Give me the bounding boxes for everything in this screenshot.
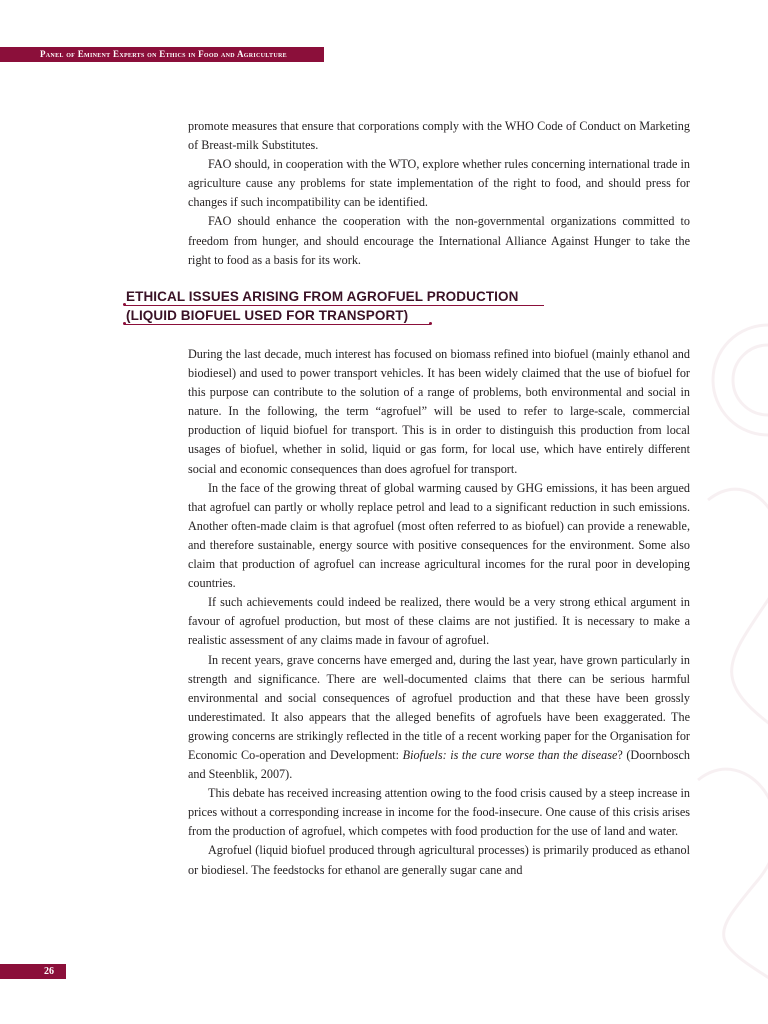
heading-rule-dot bbox=[429, 322, 432, 325]
paragraph: FAO should enhance the cooperation with the non-governmental organizations committed to freedom from hunger, and should encourage the International Alliance Against Hunger to take the right to food as a basis for its work. bbox=[188, 214, 690, 267]
heading-rule bbox=[124, 305, 544, 306]
cited-title: Biofuels: is the cure worse than the disease bbox=[402, 747, 618, 762]
paragraph: In the face of the growing threat of global warming caused by GHG emissions, it has been argued that agrofuel can partly or wholly replace petrol and lead to a significant reduction in such emissions. Another often-made claim is that agrofuel (most often referred to as biofuel) can provide a renewable, and therefore sustainable, energy source with positive consequences for the environment. Some also claim that production of agrofuel can increase agricultural incomes for the rural poor in developing countries. bbox=[188, 480, 690, 591]
section-heading-line-1: ETHICAL ISSUES ARISING FROM AGROFUEL PRODUCTION bbox=[126, 289, 519, 304]
paragraph: Agrofuel (liquid biofuel produced through agricultural processes) is primarily produced as ethanol or biodiesel. The feedstocks for ethanol are generally sugar cane and bbox=[188, 843, 690, 877]
section-heading bbox=[126, 287, 518, 325]
paragraph-text: In recent years, grave concerns have emerged and, during the last year, have grown particularly in strength and significance. There are well-documented claims that there can be serious harmful environmental and social consequences of agrofuel production and that these have been grossly underestimated. It also appears that the alleged benefits of agrofuels have been exaggerated. The growing concerns are strikingly reflected in the title of a recent working paper for the Organisation for Economic Co-operation and Development: bbox=[188, 652, 690, 762]
paragraph: During the last decade, much interest has focused on biomass refined into biofuel (mainly ethanol and biodiesel) and used to power transport vehicles. It has been widely claimed that the use of biofuel for this purpose can contribute to the solution of a range of problems, both environmental and social in nature. In the following, the term “agrofuel” will be used to refer to large-scale, commercial production of liquid biofuel for transport. This is in order to distinguish this production from local usages of biofuel, whether in solid, liquid or gas form, for local use, which have entirely different social and economic consequences than does agrofuel for transport. bbox=[188, 347, 690, 476]
paragraph: This debate has received increasing attention owing to the food crisis caused by a steep increase in prices without a corresponding increase in income for the food-insecure. One cause of this crisis arises from the production of agrofuel, which competes with food production for the use of land and water. bbox=[188, 786, 690, 839]
heading-rule bbox=[124, 324, 430, 325]
main-text-block bbox=[188, 345, 690, 880]
paragraph: FAO should, in cooperation with the WTO, explore whether rules concerning international trade in agriculture cause any problems for state implementation of the right to food, and should press for changes if such incompatibility can be identified. bbox=[188, 157, 690, 210]
top-text-block bbox=[188, 117, 690, 270]
paragraph: If such achievements could indeed be realized, there would be a very strong ethical argument in favour of agrofuel production, but most of these claims are not justified. It is necessary to make a realistic assessment of any claims made in favour of agrofuel. bbox=[188, 595, 690, 648]
page-number: 26 bbox=[0, 964, 66, 979]
heading-rule-dot bbox=[123, 322, 126, 325]
heading-rule-dot bbox=[123, 303, 126, 306]
paragraph: promote measures that ensure that corporations comply with the WHO Code of Conduct on Marketing of Breast-milk Substitutes. bbox=[188, 119, 690, 153]
section-heading-line-2: (LIQUID BIOFUEL USED FOR TRANSPORT) bbox=[126, 308, 409, 323]
running-header: Panel of Eminent Experts on Ethics in Food and Agriculture bbox=[0, 47, 324, 62]
paragraph-text: ? (Doornbosch and Steenblik, 2007). bbox=[188, 747, 691, 782]
paragraph bbox=[188, 651, 690, 785]
